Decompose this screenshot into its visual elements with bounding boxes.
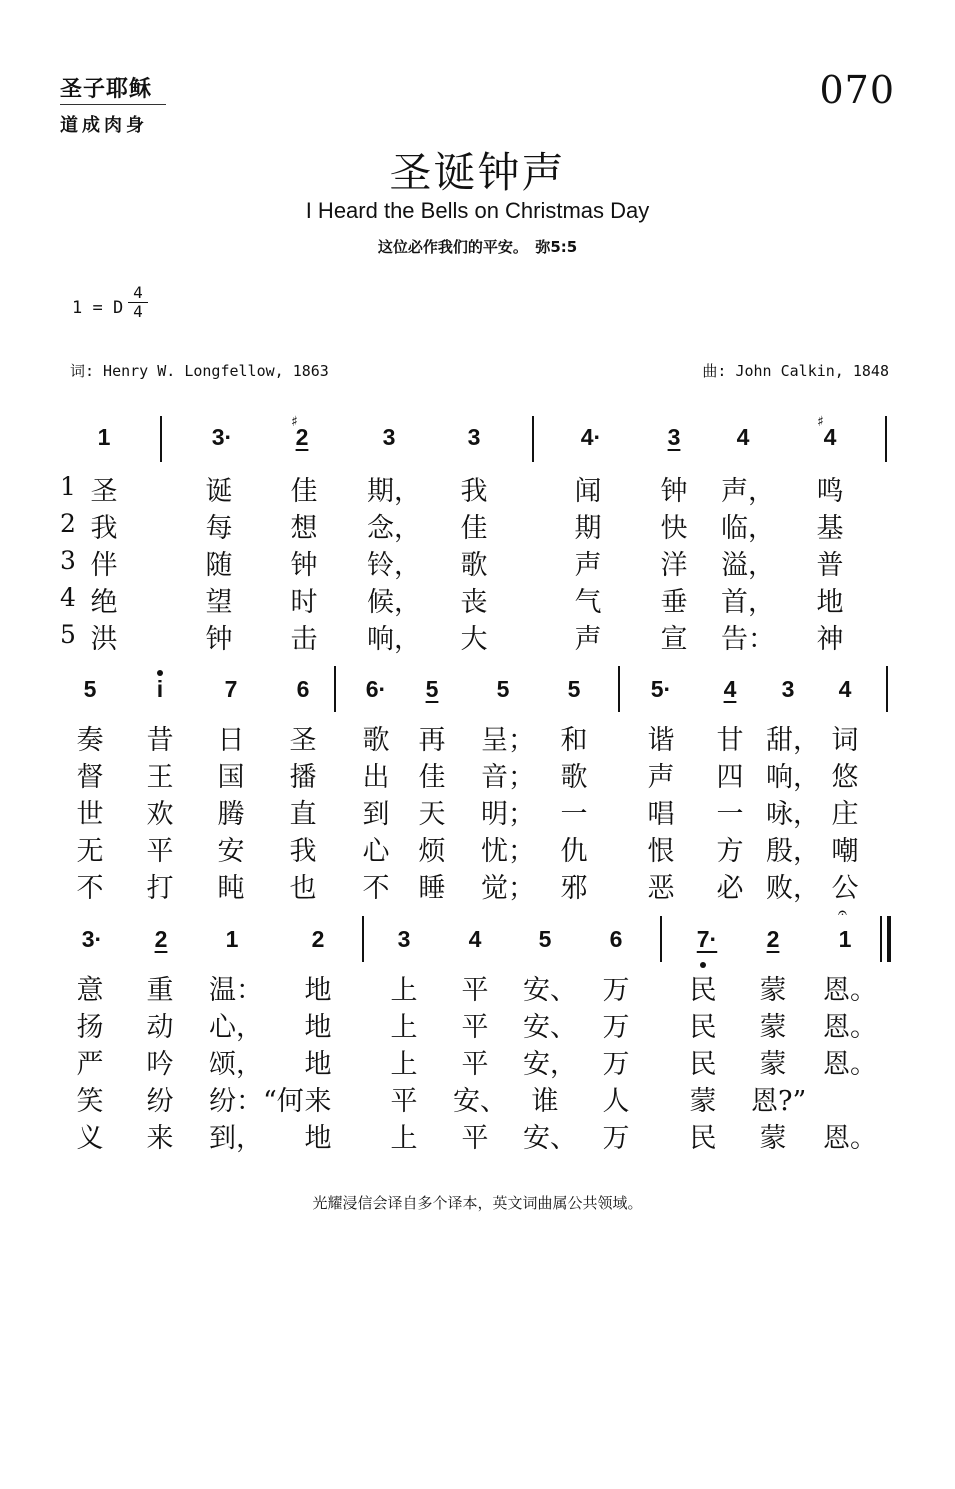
lyric-syllable: 声 — [647, 762, 675, 793]
lyric-syllable: 首， — [721, 587, 775, 618]
verse-number: 4 — [60, 583, 76, 612]
lyric-syllable: 期 — [574, 513, 602, 544]
note: 1 — [225, 926, 239, 952]
lyric-syllable: 圣 — [90, 476, 118, 507]
lyric-syllable: 击 — [290, 624, 318, 655]
lyric-syllable: 随 — [205, 550, 233, 581]
lyric-syllable: 安 — [217, 836, 245, 867]
lyric-syllable: 歌 — [460, 550, 488, 581]
lyric-syllable: 平 — [390, 1086, 418, 1117]
lyric-syllable: 意 — [76, 975, 104, 1006]
lyric-syllable: 纷 — [146, 1086, 174, 1117]
lyric-syllable: 蒙 — [759, 1012, 787, 1043]
lyric-syllable: 闻 — [574, 476, 602, 507]
lyric-syllable: 盹 — [217, 873, 245, 904]
lyric-syllable: 明； — [481, 799, 535, 830]
note: i — [156, 676, 164, 702]
lyric-syllable: 鸣 — [816, 476, 844, 507]
lyric-syllable: 响， — [766, 762, 820, 793]
lyric-syllable: 气 — [574, 587, 602, 618]
hymn-title-english: I Heard the Bells on Christmas Day — [305, 198, 650, 223]
lyric-syllable: 平 — [461, 1123, 489, 1154]
lyric-syllable: 时 — [290, 587, 318, 618]
lyric-syllable: 声 — [574, 624, 602, 655]
lyric-syllable: 期， — [367, 476, 421, 507]
lyric-syllable: 想 — [290, 513, 318, 544]
lyric-syllable: 殷， — [766, 836, 820, 867]
lyric-syllable: 不 — [362, 873, 390, 904]
lyric-syllable: 上 — [390, 975, 418, 1006]
lyric-syllable: 万 — [602, 1123, 630, 1154]
lyric-syllable: 蒙 — [689, 1086, 717, 1117]
lyric-syllable: 世 — [76, 799, 104, 830]
note: 3 — [781, 676, 795, 702]
lyric-syllable: 望 — [205, 587, 233, 618]
lyric-syllable: 候， — [367, 587, 421, 618]
lyric-syllable: 觉； — [481, 873, 535, 904]
lyric-syllable: 甘 — [716, 725, 744, 756]
barline — [660, 916, 662, 962]
lyric-syllable: 钟 — [660, 476, 688, 507]
lyric-syllable: 上 — [390, 1012, 418, 1043]
note: 5 — [83, 676, 97, 702]
lyric-syllable: 恶 — [647, 873, 675, 904]
lyric-syllable: 悠 — [831, 762, 859, 793]
lyric-syllable: 打 — [146, 873, 174, 904]
lyric-syllable: 严 — [76, 1049, 104, 1080]
note: 3 — [382, 424, 396, 450]
lyric-syllable: 无 — [76, 836, 104, 867]
note: 6 — [609, 926, 623, 952]
note: 4 — [823, 424, 837, 450]
lyric-syllable: 平 — [146, 836, 174, 867]
lyric-syllable: 我 — [460, 476, 488, 507]
lyric-syllable: 昔 — [146, 725, 174, 756]
lyric-syllable: 欢 — [146, 799, 174, 830]
note: 4 — [468, 926, 482, 952]
lyric-syllable: 洪 — [90, 624, 118, 655]
lyric-syllable: 丧 — [460, 587, 488, 618]
note: 7 — [224, 676, 238, 702]
lyric-syllable: 我 — [289, 836, 317, 867]
lyric-syllable: 义 — [76, 1123, 104, 1154]
lyric-syllable: 地 — [304, 1049, 332, 1080]
lyric-syllable: 地 — [304, 975, 332, 1006]
lyric-syllable: 安、 — [523, 975, 577, 1006]
time-signature-bottom: 4 — [133, 302, 143, 321]
lyric-syllable: 天 — [418, 799, 446, 830]
lyric-syllable: 恩。 — [823, 1012, 877, 1043]
lyric-syllable: 人 — [602, 1086, 630, 1117]
lyric-syllable: 甜， — [766, 725, 820, 756]
note: 5 — [496, 676, 510, 702]
verse-number: 5 — [60, 620, 76, 649]
lyric-syllable: 上 — [390, 1123, 418, 1154]
note: 4 — [838, 676, 852, 702]
category-title: 圣子耶稣 — [60, 76, 153, 102]
copyright-footer: 光耀浸信会译自多个译本，英文词曲属公共领域。 — [312, 1194, 643, 1212]
lyric-syllable: 恨 — [647, 836, 675, 867]
lyric-syllable: 词 — [831, 725, 859, 756]
lyric-syllable: 地 — [304, 1012, 332, 1043]
high-octave-dot — [157, 670, 163, 676]
lyric-syllable: 钟 — [290, 550, 318, 581]
lyric-syllable: 也 — [289, 873, 317, 904]
lyric-syllable: 绝 — [90, 587, 118, 618]
lyric-syllable: 安， — [523, 1049, 577, 1080]
lyric-syllable: 出 — [362, 762, 390, 793]
lyric-syllable: 国 — [217, 762, 245, 793]
note: 2 — [311, 926, 325, 952]
lyric-syllable: 日 — [217, 725, 245, 756]
lyric-syllable: 温： — [209, 975, 263, 1006]
lyric-syllable: 伴 — [90, 550, 118, 581]
category-subtitle: 道成肉身 — [60, 115, 148, 136]
lyric-syllable: 邪 — [560, 873, 588, 904]
lyric-syllable: 扬 — [76, 1012, 104, 1043]
note: 3 — [397, 926, 411, 952]
lyric-syllable: 民 — [689, 1049, 717, 1080]
note: 4· — [580, 424, 602, 450]
lyric-syllable: 来 — [146, 1123, 174, 1154]
lyric-syllable: 歌 — [560, 762, 588, 793]
lyric-syllable: 大 — [460, 624, 488, 655]
lyric-syllable: 必 — [716, 873, 744, 904]
barline — [334, 666, 336, 712]
lyric-syllable: 音； — [481, 762, 535, 793]
barline — [362, 916, 364, 962]
lyric-syllable: 心 — [362, 836, 390, 867]
lyric-syllable: 直 — [289, 799, 317, 830]
final-barline — [880, 916, 891, 962]
lyric-syllable: 基 — [816, 513, 844, 544]
hymn-title-chinese: 圣诞钟声 — [389, 148, 566, 197]
hymn-number: 070 — [819, 68, 895, 112]
lyric-syllable: 铃， — [367, 550, 421, 581]
lyric-syllable: 咏， — [766, 799, 820, 830]
lyric-syllable: 宣 — [660, 624, 688, 655]
lyric-syllable: 声， — [721, 476, 775, 507]
lyric-syllable: 神 — [816, 624, 844, 655]
lyric-syllable: 笑 — [76, 1086, 104, 1117]
lyric-syllable: 谁 — [531, 1086, 559, 1117]
lyric-syllable: 地 — [816, 587, 844, 618]
lyric-syllable: 播 — [289, 762, 317, 793]
lyric-syllable: 来 — [304, 1086, 332, 1117]
note: 4 — [736, 424, 750, 450]
lyric-syllable: 一 — [716, 799, 744, 830]
time-signature-top: 4 — [128, 284, 148, 303]
note: 1 — [97, 424, 111, 450]
scripture-reference: 这位必作我们的平安。 弥5:5 — [377, 238, 578, 256]
category-divider — [60, 104, 166, 105]
note: 2 — [295, 424, 309, 450]
lyric-syllable: 不 — [76, 873, 104, 904]
lyric-syllable: 心， — [209, 1012, 263, 1043]
lyric-syllable: 民 — [689, 1012, 717, 1043]
lyric-syllable: 动 — [146, 1012, 174, 1043]
barline — [885, 416, 887, 462]
lyric-syllable: 纷：“何 — [209, 1086, 304, 1117]
note: 1 — [838, 926, 852, 952]
note: 3 — [667, 424, 681, 450]
lyric-syllable: 诞 — [205, 476, 233, 507]
lyric-syllable: 恩?” — [751, 1086, 807, 1117]
lyric-syllable: 谐 — [647, 725, 675, 756]
note: 3· — [211, 424, 233, 450]
lyric-syllable: 恩。 — [823, 1123, 877, 1154]
note: 6 — [296, 676, 310, 702]
composer-credit: 曲: John Calkin, 1848 — [702, 362, 889, 380]
lyric-syllable: 我 — [90, 513, 118, 544]
fermata-symbol: 𝄐 — [838, 903, 847, 922]
lyric-syllable: 佳 — [290, 476, 318, 507]
lyric-syllable: 吟 — [146, 1049, 174, 1080]
note: 3 — [467, 424, 481, 450]
lyric-syllable: 仇 — [560, 836, 588, 867]
lyric-syllable: 唱 — [647, 799, 675, 830]
barline — [160, 416, 162, 462]
lyric-syllable: 重 — [146, 975, 174, 1006]
lyric-syllable: 响， — [367, 624, 421, 655]
lyric-syllable: 腾 — [217, 799, 245, 830]
lyric-syllable: 垂 — [660, 587, 688, 618]
lyric-syllable: 颂， — [209, 1049, 263, 1080]
note: 3· — [81, 926, 103, 952]
lyric-syllable: 安、 — [523, 1123, 577, 1154]
lyric-syllable: 奏 — [76, 725, 104, 756]
lyric-syllable: 恩。 — [823, 975, 877, 1006]
note: 5· — [650, 676, 672, 702]
lyric-syllable: 每 — [205, 513, 233, 544]
barline — [886, 666, 888, 712]
barline — [532, 416, 534, 462]
lyric-syllable: 睡 — [418, 873, 446, 904]
verse-number: 2 — [60, 509, 76, 538]
lyric-syllable: 平 — [461, 1012, 489, 1043]
lyric-syllable: 歌 — [362, 725, 390, 756]
note: 5 — [425, 676, 439, 702]
lyric-syllable: 嘲 — [831, 836, 859, 867]
lyric-syllable: 烦 — [418, 836, 446, 867]
lyric-syllable: 佳 — [418, 762, 446, 793]
lyric-syllable: 民 — [689, 1123, 717, 1154]
note: 7· — [696, 926, 718, 952]
lyric-syllable: 钟 — [205, 624, 233, 655]
sharp-sign: ♯ — [817, 414, 824, 430]
lyric-syllable: 万 — [602, 1049, 630, 1080]
note: 5 — [538, 926, 552, 952]
lyric-syllable: 到 — [362, 799, 390, 830]
lyric-syllable: 快 — [660, 513, 688, 544]
lyric-syllable: 普 — [816, 550, 844, 581]
note: 5 — [567, 676, 581, 702]
lyric-syllable: 王 — [146, 762, 174, 793]
lyric-syllable: 告： — [721, 624, 775, 655]
lyric-syllable: 佳 — [460, 513, 488, 544]
lyric-syllable: 忧； — [481, 836, 535, 867]
lyric-syllable: 蒙 — [759, 1123, 787, 1154]
lyric-syllable: 蒙 — [759, 1049, 787, 1080]
note: 2 — [766, 926, 780, 952]
verse-number: 1 — [60, 472, 76, 501]
lyric-syllable: 民 — [689, 975, 717, 1006]
key-signature: 1 = D — [72, 298, 124, 318]
lyricist-credit: 词: Henry W. Longfellow, 1863 — [70, 362, 329, 380]
lyric-syllable: 念， — [367, 513, 421, 544]
lyric-syllable: 洋 — [660, 550, 688, 581]
lyric-syllable: 声 — [574, 550, 602, 581]
note: 2 — [154, 926, 168, 952]
lyric-syllable: 圣 — [289, 725, 317, 756]
lyric-syllable: 和 — [560, 725, 588, 756]
lyric-syllable: 恩。 — [823, 1049, 877, 1080]
lyric-syllable: 安、 — [523, 1012, 577, 1043]
lyric-syllable: 公 — [831, 873, 859, 904]
lyric-syllable: 庄 — [831, 799, 859, 830]
lyric-syllable: 呈； — [481, 725, 535, 756]
lyric-syllable: 败， — [766, 873, 820, 904]
sharp-sign: ♯ — [291, 414, 298, 430]
lyric-syllable: 万 — [602, 1012, 630, 1043]
lyric-syllable: 平 — [461, 975, 489, 1006]
lyric-syllable: 万 — [602, 975, 630, 1006]
barline — [618, 666, 620, 712]
note: 6· — [365, 676, 387, 702]
lyric-syllable: 方 — [716, 836, 744, 867]
lyric-syllable: 溢， — [721, 550, 775, 581]
lyric-syllable: 督 — [76, 762, 104, 793]
time-signature — [128, 284, 148, 321]
lyric-syllable: 一 — [560, 799, 588, 830]
lyric-syllable: 四 — [716, 762, 744, 793]
lyric-syllable: 蒙 — [759, 975, 787, 1006]
lyric-syllable: 到， — [209, 1123, 263, 1154]
lyric-syllable: 临， — [721, 513, 775, 544]
note: 4 — [723, 676, 737, 702]
lyric-syllable: 地 — [304, 1123, 332, 1154]
lyric-syllable: 平 — [461, 1049, 489, 1080]
lyric-syllable: 再 — [418, 725, 446, 756]
lyric-syllable: 安、 — [453, 1086, 507, 1117]
verse-number: 3 — [60, 546, 76, 575]
lyric-syllable: 上 — [390, 1049, 418, 1080]
